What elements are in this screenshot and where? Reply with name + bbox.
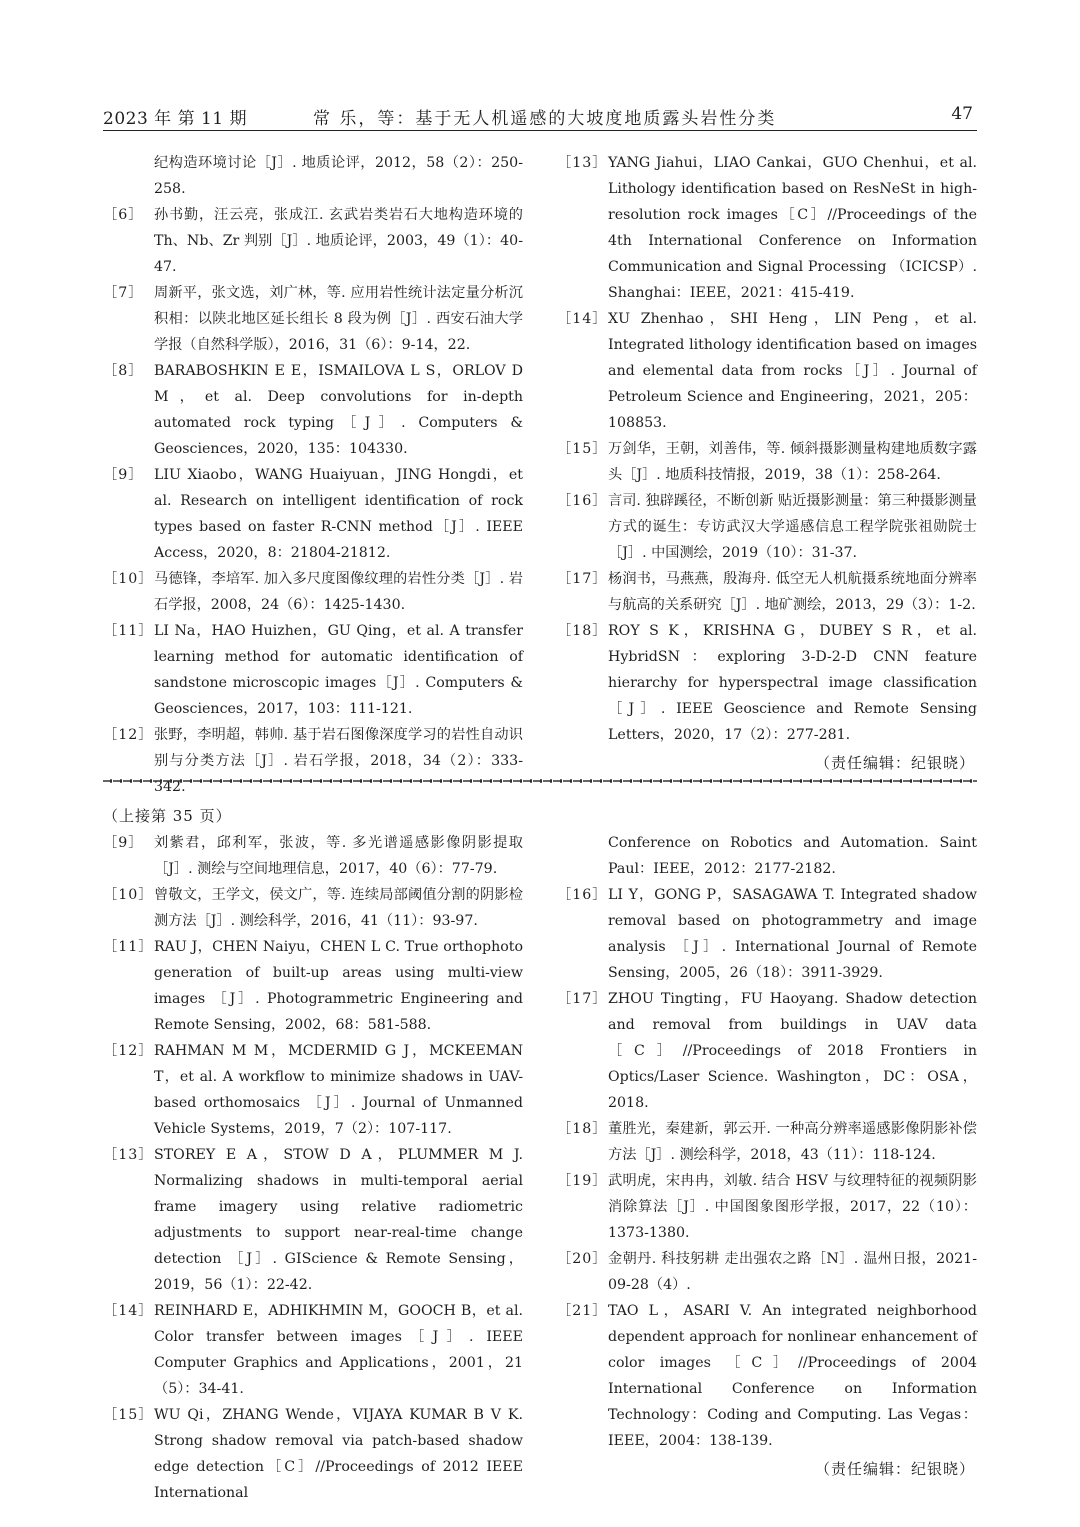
reference-number: ［12］ (103, 727, 154, 743)
reference-number: ［17］ (557, 571, 608, 587)
reference-text: 张野，李明超，韩帅. 基于岩石图像深度学习的岩性自动识别与分类方法［J］. 岩石学报，2018，34（2）：333-342. (154, 727, 523, 795)
reference-item (557, 488, 977, 566)
reference-item (103, 280, 523, 358)
reference-item (103, 1038, 523, 1142)
reference-text: LIU Xiaobo，WANG Huaiyuan，JING Hongdi，et al. Research on intelligent identification of rock types based on faster R-CNN method［J］. IEEE Access，2020，8：21804-21812. (154, 467, 523, 561)
reference-text: REINHARD E，ADHIKHMIN M，GOOCH B，et al. Color transfer between images［J］. IEEE Computer Graphics and Applications，2001，21（5）：34-41. (154, 1303, 523, 1397)
reference-item (557, 618, 977, 748)
reference-item (557, 986, 977, 1116)
reference-number: ［13］ (557, 155, 608, 171)
reference-item (557, 566, 977, 618)
reference-text: ZHOU Tingting，FU Haoyang. Shadow detection and removal from buildings in UAV data［C］//Proceedings of 2018 Frontiers in Optics/Laser Science. Washington，DC：OSA，2018. (608, 991, 977, 1111)
reference-item (103, 566, 523, 618)
reference-number: ［16］ (557, 493, 608, 509)
reference-number: ［11］ (103, 939, 154, 955)
header-rule (103, 130, 977, 131)
reference-number: ［21］ (557, 1303, 608, 1319)
reference-text: 董胜光，秦建新，郭云开. 一种高分辨率遥感影像阴影补偿方法［J］. 测绘科学，2018，43（11）：118-124. (608, 1121, 977, 1163)
reference-text: 孙书勤，汪云亮，张成江. 玄武岩类岩石大地构造环境的 Th、Nb、Zr 判别［J］. 地质论评，2003，49（1）：40-47. (154, 207, 523, 275)
reference-text: ROY S K，KRISHNA G，DUBEY S R，et al. HybridSN：exploring 3-D-2-D CNN feature hierarchy for hyperspectral image classification［J］. IEEE Geoscience and Remote Sensing Letters，2020，17（2）：277-281. (608, 623, 977, 743)
reference-number: ［15］ (103, 1407, 154, 1423)
reference-text: 言司. 独辟蹊径，不断创新 贴近摄影测量：第三种摄影测量方式的诞生：专访武汉大学遥感信息工程学院张祖勋院士［J］. 中国测绘，2019（10）：31-37. (608, 493, 977, 561)
reference-number: ［20］ (557, 1251, 608, 1267)
reference-text: 马德锋，李培军. 加入多尺度图像纹理的岩性分类［J］. 岩石学报，2008，24（6）：1425-1430. (154, 571, 523, 613)
reference-item (103, 1142, 523, 1298)
bottom-right-column (557, 830, 977, 1482)
reference-text: STOREY E A，STOW D A，PLUMMER M J. Normalizing shadows in multi-temporal aerial frame imagery using relative radiometric adjustments to support near-real-time change detection ［J］. GIScience & Remote Sensing，2019，56（1）：22-42. (154, 1147, 523, 1293)
reference-number: ［14］ (557, 311, 608, 327)
reference-continuation: 纪构造环境讨论［J］. 地质论评，2012，58（2）：250-258. (154, 155, 523, 197)
reference-text: RAU J，CHEN Naiyu，CHEN L C. True orthophoto generation of built-up areas using multi-view images ［J］. Photogrammetric Engineering and Remote Sensing，2002，68：581-588. (154, 939, 523, 1033)
reference-item (103, 830, 523, 882)
reference-item (557, 882, 977, 986)
reference-number: ［10］ (103, 571, 154, 587)
reference-item (103, 202, 523, 280)
reference-number: ［6］ (103, 207, 144, 223)
running-header (103, 100, 977, 128)
reference-item (557, 1298, 977, 1454)
reference-text: 刘紫君，邱利军，张波，等. 多光谱遥感影像阴影提取［J］. 测绘与空间地理信息，2017，40（6）：77-79. (154, 835, 523, 877)
continuation-note: （上接第 35 页） (103, 807, 232, 825)
running-title: 常 乐，等：基于无人机遥感的大坡度地质露头岩性分类 (313, 109, 777, 129)
reference-number: ［12］ (103, 1043, 154, 1059)
reference-item (557, 1168, 977, 1246)
reference-text: LI Y，GONG P，SASAGAWA T. Integrated shadow removal based on photogrammetry and image analysis ［J］. International Journal of Remote Sensing，2005，26（18）：3911-3929. (608, 887, 977, 981)
reference-text: BARABOSHKIN E E，ISMAILOVA L S，ORLOV D M，et al. Deep convolutions for in-depth automated rock typing［J］. Computers & Geosciences，2020，135：104330. (154, 363, 523, 457)
reference-text: 武明虎，宋冉冉，刘敏. 结合 HSV 与纹理特征的视频阴影消除算法［J］. 中国图象图形学报，2017，22（10）：1373-1380. (608, 1173, 977, 1241)
reference-text: XU Zhenhao，SHI Heng，LIN Peng，et al. Integrated lithology identification based on images and elemental data from rocks［J］. Journal of Petroleum Science and Engineering，2021，205：108853. (608, 311, 977, 431)
reference-number: ［9］ (103, 467, 144, 483)
reference-text: LI Na，HAO Huizhen，GU Qing，et al. A transfer learning method for automatic identification of sandstone microscopic images［J］. Computers & Geosciences，2017，103：111-121. (154, 623, 523, 717)
section-divider (103, 776, 977, 786)
reference-number: ［17］ (557, 991, 608, 1007)
reference-number: ［10］ (103, 887, 154, 903)
reference-item (103, 934, 523, 1038)
reference-number: ［7］ (103, 285, 144, 301)
reference-text: 万剑华，王朝，刘善伟，等. 倾斜摄影测量构建地质数字露头［J］. 地质科技情报，2019，38（1）：258-264. (608, 441, 977, 483)
bottom-left-column (103, 830, 523, 1506)
reference-number: ［18］ (557, 623, 608, 639)
reference-item (103, 358, 523, 462)
reference-item (557, 150, 977, 306)
reference-number: ［16］ (557, 887, 608, 903)
reference-text: 周新平，张文选，刘广林，等. 应用岩性统计法定量分析沉积相：以陕北地区延长组长 8 段为例［J］. 西安石油大学学报（自然科学版），2016，31（6）：9-14，22. (154, 285, 523, 353)
reference-number: ［15］ (557, 441, 608, 457)
reference-number: ［14］ (103, 1303, 154, 1319)
responsible-editor: （责任编辑：纪银晓） (814, 754, 975, 772)
reference-item (103, 1402, 523, 1506)
reference-item (103, 882, 523, 934)
reference-item (103, 722, 523, 800)
reference-number: ［19］ (557, 1173, 608, 1189)
reference-item (103, 618, 523, 722)
reference-text: 曾敬文，王学文，侯文广，等. 连续局部阈值分割的阴影检测方法［J］. 测绘科学，2016，41（11）：93-97. (154, 887, 523, 929)
responsible-editor: （责任编辑：纪银晓） (814, 1460, 975, 1478)
reference-number: ［11］ (103, 623, 154, 639)
top-left-column (103, 150, 523, 800)
reference-text: RAHMAN M M，MCDERMID G J，MCKEEMAN T，et al. A workflow to minimize shadows in UAV-based orthomosaics ［J］. Journal of Unmanned Vehicle Systems，2019，7（2）：107-117. (154, 1043, 523, 1137)
reference-item (557, 1116, 977, 1168)
reference-number: ［8］ (103, 363, 144, 379)
reference-text: 杨润书，马燕燕，殷海舟. 低空无人机航摄系统地面分辨率与航高的关系研究［J］. 地矿测绘，2013，29（3）：1-2. (608, 571, 977, 613)
reference-number: ［9］ (103, 835, 144, 851)
page-number: 47 (951, 104, 973, 124)
reference-text: TAO L，ASARI V. An integrated neighborhood dependent approach for nonlinear enhancement of color images ［C］//Proceedings of 2004 International Conference on Information Technology：Coding and Computing. Las Vegas：IEEE，2004：138-139. (608, 1303, 977, 1449)
reference-text: WU Qi，ZHANG Wende，VIJAYA KUMAR B V K. Strong shadow removal via patch-based shadow edge detection［C］//Proceedings of 2012 IEEE International (154, 1407, 523, 1501)
reference-item (557, 306, 977, 436)
top-right-column (557, 150, 977, 776)
reference-text: 金朝丹. 科技躬耕 走出强农之路［N］. 温州日报，2021-09-28（4）. (608, 1251, 977, 1293)
reference-item (557, 436, 977, 488)
journal-issue: 2023 年 第 11 期 (103, 109, 248, 129)
reference-continuation: Conference on Robotics and Automation. Saint Paul：IEEE，2012：2177-2182. (608, 835, 977, 877)
reference-item (103, 462, 523, 566)
reference-number: ［13］ (103, 1147, 154, 1163)
reference-number: ［18］ (557, 1121, 608, 1137)
reference-item (557, 1246, 977, 1298)
reference-text: YANG Jiahui，LIAO Cankai，GUO Chenhui，et al. Lithology identification based on ResNeSt in high-resolution rock images［C］//Proceedings of the 4th International Conference on Information Communication and Signal Processing （ICICSP）. Shanghai：IEEE，2021：415-419. (608, 155, 977, 301)
reference-item (103, 1298, 523, 1402)
